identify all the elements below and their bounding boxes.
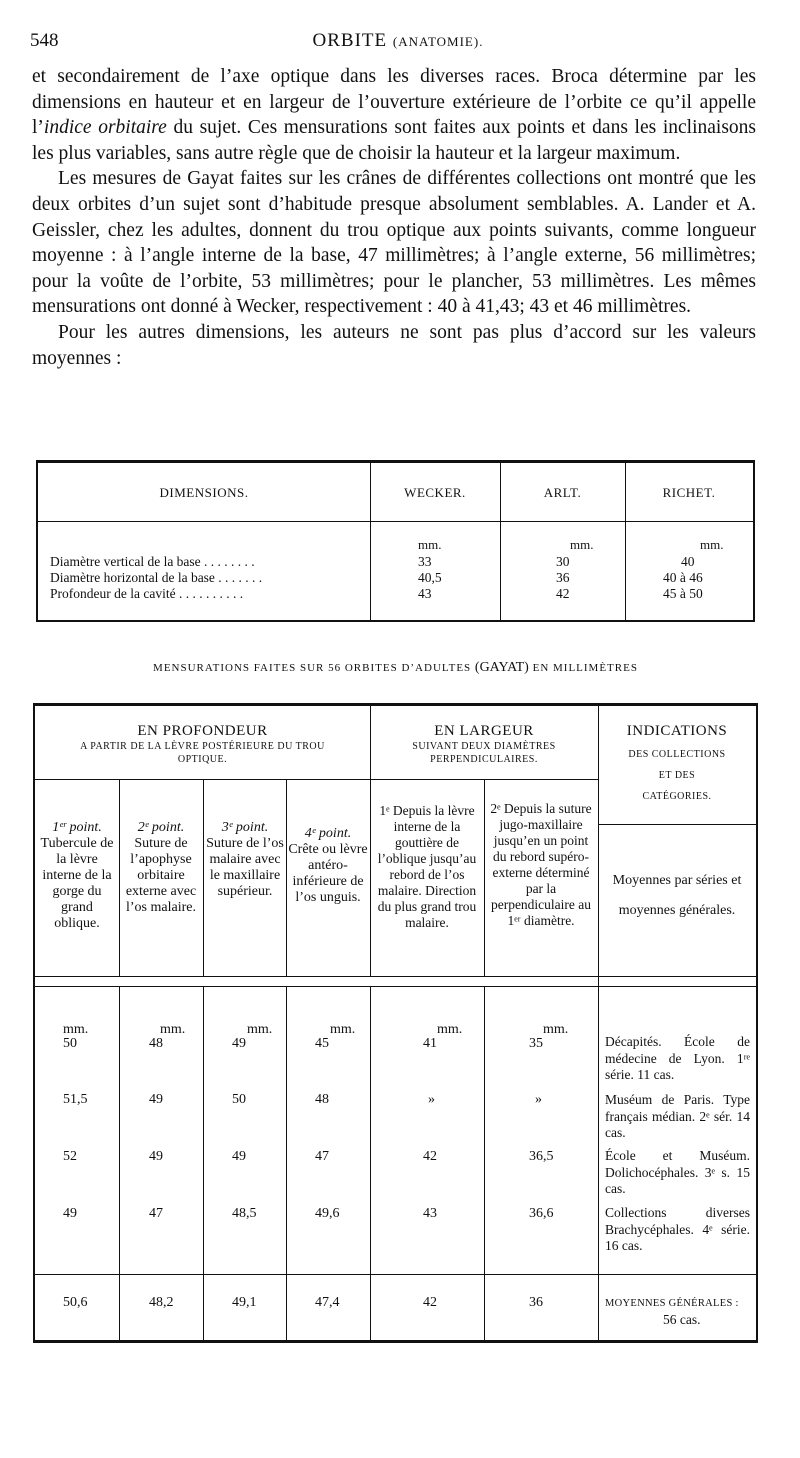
column-indications: Moyennes par séries et moyennes générales. [612,873,742,918]
cell-point-4: 49,6 [315,1206,340,1221]
column-point-2 [121,820,201,916]
body-text [32,64,756,371]
unit-label: mm. [63,1022,89,1037]
row-label: Diamètre vertical de la base . . . . . . . . [50,554,255,569]
total-point-1: 50,6 [63,1295,88,1310]
cell-point-2: 49 [149,1092,163,1107]
group-indications-subtitle: DES COLLECTIONS ET DES CATÉGORIES. [628,749,726,802]
paragraph-1-part-a: et secondairement de l’axe optique dans les diverses races. Broca détermine par les dimensions en hauteur et en largeur de l’ouverture extérieure de l’orbite ce qu’il appelle l’ [32,66,756,139]
table-row [38,586,753,602]
group-width-title: EN LARGEUR [434,723,534,739]
unit-label: mm. [247,1022,273,1037]
table-caption [36,660,755,676]
cell-point-2: 47 [149,1206,163,1221]
cell-point-4: 45 [315,1036,329,1051]
total-indication-label: MOYENNES GÉNÉRALES : [605,1298,739,1309]
column-point-4 [288,826,368,906]
row-wecker: 40,5 [418,570,442,585]
row-wecker: 43 [418,586,432,601]
cell-indication: Collections diverses Brachycéphales. 4ᵉ série. 16 cas. [605,1205,750,1253]
row-label: Profondeur de la cavité . . . . . . . . . . [50,586,244,601]
paragraph-2: Les mesures de Gayat faites sur les crânes de différentes collections ont montré que les deux orbites d’un sujet sont d’habitude presque absolument semblables. A. Lander et A. Geissler, chez les adultes, donnent du trou optique aux points suivants, comme longueur moyenne : à l’angle interne de la base, 47 millimètres; à l’angle externe, 56 millimètres; pour la voûte de l’orbite, 53 millimètres; pour le plancher, 53 millimètres. Les mêmes mensurations ont donné à Wecker, respectivement : 40 à 41,43; 43 et 46 millimètres. [32,168,756,318]
column-divider [484,986,485,1341]
header-dimensions: DIMENSIONS. [159,485,249,500]
column-divider [370,986,371,1341]
group-depth-subtitle: A PARTIR DE LA LÈVRE POSTÉRIEURE DU TROU OPTIQUE. [80,741,325,765]
cell-point-3: 48,5 [232,1206,257,1221]
cell-diameter-1: 41 [423,1036,437,1051]
dimensions-table [36,460,755,622]
cell-diameter-1: 43 [423,1206,437,1221]
cell-diameter-1: 42 [423,1149,437,1164]
column-point-1-title: 1ᵉʳ point. [52,820,102,835]
unit-label: mm. [543,1022,569,1037]
row-divider [35,986,756,987]
table-row [38,554,753,570]
cell-point-1: 49 [63,1206,77,1221]
row-label: Diamètre horizontal de la base . . . . . . . [50,570,263,585]
total-point-2: 48,2 [149,1295,174,1310]
group-depth [35,723,370,766]
row-divider [35,976,756,977]
caption-part-c: EN MILLIMÈTRES [528,662,638,674]
cell-diameter-2: » [535,1092,542,1107]
column-divider [203,986,204,1341]
page-header [28,30,768,54]
paragraph-1-part-b: du sujet. Ces mensurations sont faites aux points et dans les inclinaisons les plus variables, sans autre règle que de choisir la hauteur et la largeur maximum. [32,117,756,164]
column-point-1 [37,820,117,932]
cell-indication: École et Muséum. Dolichocéphales. 3ᵉ s. 15 cas. [605,1148,750,1196]
row-arlt: 36 [556,570,570,585]
column-divider [484,779,485,976]
caption-part-a: MENSURATIONS FAITES SUR 56 ORBITES D’ADULTES [153,662,475,674]
column-diameter-2: 2ᵉ Depuis la suture jugo-maxillaire jusqu’en un point du rebord supéro-externe déterminé par la perpendiculaire au 1ᵉʳ diamètre. [490,801,592,928]
cell-point-2: 49 [149,1149,163,1164]
unit-arlt: mm. [570,537,594,552]
header-wecker: WECKER. [404,485,466,500]
cell-diameter-2: 35 [529,1036,543,1051]
group-depth-title: EN PROFONDEUR [137,723,268,739]
total-indication-count: 56 cas. [663,1312,701,1327]
row-richet: 40 à 46 [663,570,703,585]
column-divider [119,986,120,1341]
cell-point-1: 50 [63,1036,77,1051]
caption-part-b: (GAYAT) [474,660,529,675]
table-row [38,570,753,586]
unit-richet: mm. [700,537,724,552]
total-point-3: 49,1 [232,1295,257,1310]
cell-point-1: 52 [63,1149,77,1164]
row-wecker: 33 [418,554,432,569]
gayat-measurements-table [33,703,758,1343]
cell-indication: Muséum de Paris. Type français médian. 2ᵉ sér. 14 cas. [605,1092,750,1140]
column-divider [286,779,287,976]
row-divider [35,1274,756,1275]
column-divider [286,986,287,1341]
running-head-sub: (ANATOMIE). [392,34,484,49]
indice-orbitaire-term: indice orbitaire [43,117,167,139]
column-point-3-title: 3ᵉ point. [221,820,269,835]
unit-label: mm. [160,1022,186,1037]
cell-indication: Décapités. École de médecine de Lyon. 1ʳᵉ série. 11 cas. [605,1034,750,1082]
running-head [28,30,768,52]
paragraph-3: Pour les autres dimensions, les auteurs ne sont pas plus d’accord sur les valeurs moyennes : [32,321,756,369]
column-point-4-desc: Crête ou lèvre antéro-inférieure de l’os unguis. [288,842,368,905]
row-divider [598,824,756,825]
unit-wecker: mm. [418,537,442,552]
page-number: 548 [30,30,59,51]
column-divider [119,779,120,976]
column-point-1-desc: Tubercule de la lèvre interne de la gorge du grand oblique. [40,836,114,931]
column-point-2-title: 2ᵉ point. [137,820,185,835]
cell-diameter-1: » [428,1092,435,1107]
cell-diameter-2: 36,5 [529,1149,554,1164]
total-diameter-1: 42 [423,1295,437,1310]
header-richet: RICHET. [662,485,716,500]
group-width [370,723,598,766]
header-arlt: ARLT. [543,485,582,500]
group-indications [598,723,756,807]
cell-diameter-2: 36,6 [529,1206,554,1221]
unit-label: mm. [437,1022,463,1037]
column-diameter-1: 1ᵉ Depuis la lèvre interne de la gouttière de l’oblique jusqu’au rebord de l’os malaire. Direction du plus grand trou malaire. [377,803,477,930]
cell-point-1: 51,5 [63,1092,88,1107]
group-indications-title: INDICATIONS [626,723,728,739]
row-arlt: 42 [556,586,570,601]
column-point-2-desc: Suture de l’apophyse orbitaire externe avec l’os malaire. [125,836,197,915]
row-richet: 40 [681,554,695,569]
column-point-3-desc: Suture de l’os malaire avec le maxillaire supérieur. [206,836,284,899]
column-point-4-title: 4ᵉ point. [304,826,352,841]
row-richet: 45 à 50 [663,586,703,601]
cell-point-3: 49 [232,1149,246,1164]
total-diameter-2: 36 [529,1295,543,1310]
column-point-3 [205,820,285,900]
cell-point-2: 48 [149,1036,163,1051]
cell-point-4: 47 [315,1149,329,1164]
paragraph-1 [32,64,756,166]
group-width-subtitle: SUIVANT DEUX DIAMÈTRES PERPENDICULAIRES. [412,741,556,765]
cell-point-3: 50 [232,1092,246,1107]
row-arlt: 30 [556,554,570,569]
total-point-4: 47,4 [315,1295,340,1310]
cell-point-4: 48 [315,1092,329,1107]
running-head-main: ORBITE [312,30,388,51]
cell-point-3: 49 [232,1036,246,1051]
unit-label: mm. [330,1022,356,1037]
column-divider [203,779,204,976]
